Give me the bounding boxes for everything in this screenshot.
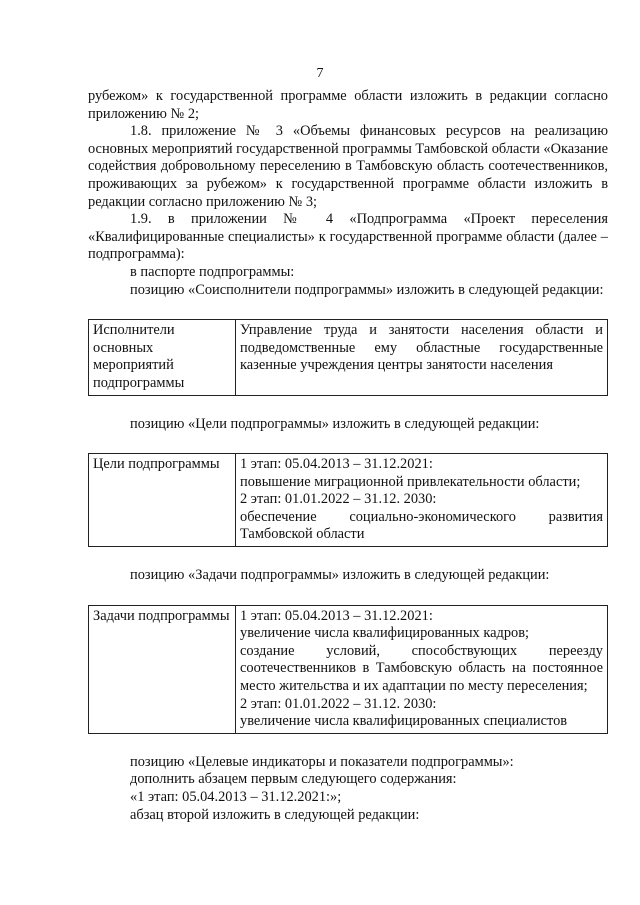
goals-line: повышение миграционной привлекательности области;: [240, 473, 581, 490]
paragraph-1-8: 1.8. приложение № 3 «Объемы финансовых ресурсов на реализацию основных мероприятий государственной программы Тамбовской области «Оказание содействия добровольному переселению в Тамбовскую область соотечественников, проживающих за рубежом» к государственной программе области изложить в редакции согласно приложению № 3;: [88, 123, 609, 210]
executors-value: Управление труда и занятости населения области и подведомственные ему областные государственные казенные учреждения центры занятости населения: [236, 320, 608, 395]
paragraph-add-first: дополнить абзацем первым следующего содержания:: [130, 771, 457, 788]
paragraph-second-abzac: абзац второй изложить в следующей редакции:: [130, 806, 420, 823]
document-body: [88, 88, 608, 824]
tasks-line: 2 этап: 01.01.2022 – 31.12. 2030:: [240, 695, 437, 712]
executors-label: Исполнители основных мероприятий подпрограммы: [89, 320, 236, 395]
goals-value: [236, 454, 608, 547]
page-number: 7: [316, 66, 324, 81]
paragraph-1-9: 1.9. в приложении № 4 «Подпрограмма «Проект переселения «Квалифицированные специалисты» к государственной программе области (далее – подпрограмма):: [88, 211, 608, 263]
goals-line: 1 этап: 05.04.2013 – 31.12.2021:: [240, 456, 433, 473]
tasks-line: увеличение числа квалифицированных кадров;: [240, 625, 530, 642]
goals-line: обеспечение социально-экономического развития Тамбовской области: [240, 508, 603, 543]
paragraph-1: рубежом» к государственной программе области изложить в редакции согласно приложению № 2;: [88, 88, 608, 122]
goals-line: 2 этап: 01.01.2022 – 31.12. 2030:: [240, 491, 437, 508]
paragraph-indicators: позицию «Целевые индикаторы и показатели подпрограммы»:: [130, 753, 514, 770]
tasks-table: [88, 605, 608, 734]
paragraph-coexecutors: позицию «Соисполнители подпрограммы» изложить в следующей редакции:: [130, 281, 604, 298]
paragraph-tasks: позицию «Задачи подпрограммы» изложить в следующей редакции:: [130, 567, 550, 584]
paragraph-goals: позицию «Цели подпрограммы» изложить в следующей редакции:: [130, 415, 540, 432]
goals-label: Цели подпрограммы: [89, 454, 236, 547]
goals-table: [88, 453, 608, 547]
tasks-line: увеличение числа квалифицированных специалистов: [240, 713, 568, 730]
paragraph-passport: в паспорте подпрограммы:: [130, 263, 295, 280]
tasks-label: Задачи подпрограммы: [89, 605, 236, 733]
tasks-value: [236, 605, 608, 733]
paragraph-stage1-quote: «1 этап: 05.04.2013 – 31.12.2021:»;: [130, 789, 342, 805]
executors-table: [88, 319, 608, 395]
tasks-line: создание условий, способствующих переезду соотечественников в Тамбовскую область на постоянное место жительства и их адаптации по месту переселения;: [240, 642, 603, 695]
tasks-line: 1 этап: 05.04.2013 – 31.12.2021:: [240, 607, 433, 624]
